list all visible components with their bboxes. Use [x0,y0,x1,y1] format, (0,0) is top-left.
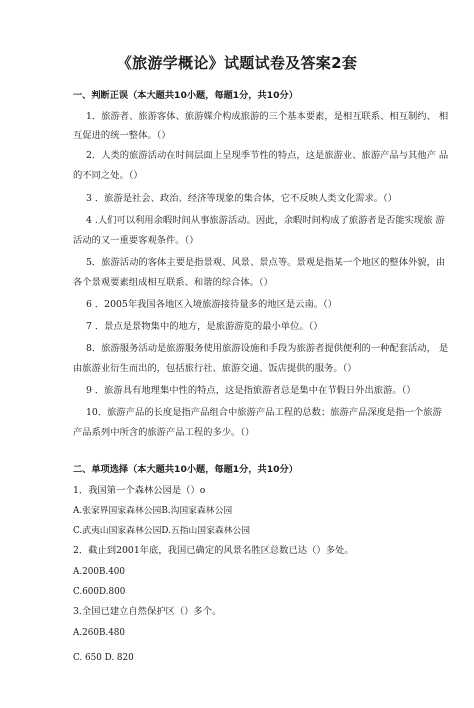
question-line: 10．旅游产品的长度是指产品组合中旅游产品工程的总数；旅游产品深度是指一个旅游 [86,407,442,418]
question-line: 3 ．旅游是社会、政治、经济等现象的集合体，它不反映人类文化需求。（） [86,193,398,204]
question-line: 7 ．景点是景物集中的地方，是旅游游览的最小单位。（） [86,321,323,332]
option-line: A.260B.480 [73,628,125,638]
question-line: 4 .人们可以利用余暇时间从事旅游活动。因此，余暇时间构成了旅游者是否能实现旅 游 [86,215,445,226]
option-line: A.张家界国家森林公园B.沟国家森林公园 [73,506,233,516]
question-line: 5．旅游活动的客体主要是指景观、风景、景点等。景观是指某一个地区的整体外貌，由 [86,257,446,268]
option-line: C.武夷山国家森林公园D.五指山国家森林公园 [73,526,251,536]
option-line: A.200B.400 [73,567,125,577]
question-line: 6 ．2005年我国各地区入境旅游接待量多的地区是云南。（） [86,299,338,310]
question-line: 2．截止到2001年底，我国已确定的风景名胜区总数已达（）多处。 [73,545,354,556]
question-line: 活动的又一重要客观条件。（） [73,235,199,246]
question-line: 1．旅游者、旅游客体、旅游媒介构成旅游的三个基本要素，是相互联系、相互制约、 相 [86,111,449,122]
section-heading-single-choice: 二、单项选择（本大题共10小题，每题1分，共10分） [73,464,298,475]
question-line: 2．人类的旅游活动在时间层面上呈现季节性的特点，这是旅游业、旅游产品与其他产 品 [86,150,449,161]
document-title: 《旅游学概论》试题试卷及答案2套 [116,54,358,72]
question-line: 由旅游业衍生而出的，包括旅行社、旅游交通、饭店提供的服务。（） [73,363,357,374]
question-line: 互促进的统一整体。（） [73,130,171,141]
option-line: C.600D.800 [73,587,126,597]
question-line: 1．我国第一个森林公园是（）o [73,485,206,496]
question-line: 8．旅游服务活动是旅游服务使用旅游设施和手段为旅游者提供便利的一种配套活动， 是 [86,343,449,354]
question-line: 3.全国已建立自然保护区（）多个。 [73,606,222,617]
section-heading-judgement: 一、判断正误（本大题共10小题，每题1分，共10分） [73,90,298,101]
question-line: 各个景观要素组成相互联系、和谐的综合体。（） [73,277,273,288]
question-line: 产品系列中所含的旅游产品工程的多少。（） [73,427,255,438]
question-line: 的不同之处。（） [73,170,143,181]
option-line: C. 650 D. 820 [73,653,134,663]
question-line: 9 ．旅游具有地理集中性的特点，这是指旅游者总是集中在节假日外出旅游。（） [86,385,416,396]
